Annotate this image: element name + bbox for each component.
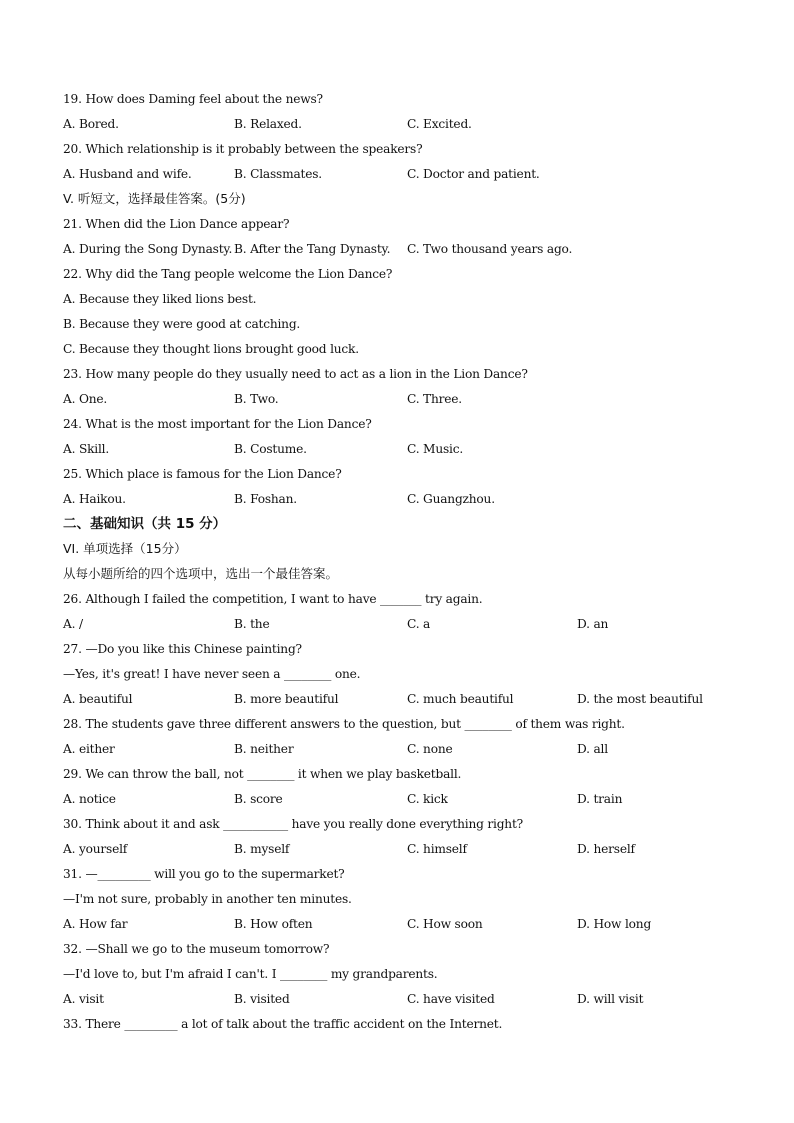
answer-option: B. Costume. — [234, 442, 307, 456]
answer-option: A. beautiful — [63, 692, 133, 706]
answer-option: A. Bored. — [63, 117, 119, 131]
answer-option: D. herself — [577, 842, 635, 856]
section-instruction: V. 听短文，选择最佳答案。(5分) — [63, 191, 246, 206]
answer-options-row — [63, 165, 753, 183]
answer-option: B. the — [234, 617, 270, 631]
answer-option: A. One. — [63, 392, 108, 406]
answer-option: A. either — [63, 742, 115, 756]
answer-options-row — [63, 915, 753, 933]
answer-option: B. How often — [234, 917, 313, 931]
section-heading: 二、基础知识（共 15 分） — [63, 516, 227, 532]
answer-option: B. visited — [234, 992, 290, 1006]
answer-option: B. more beautiful — [234, 692, 339, 706]
answer-options-row — [63, 840, 753, 858]
answer-option: A. Husband and wife. — [63, 167, 192, 181]
question-line: —I'd love to, but I'm afraid I can't. I ________ my grandparents. — [63, 967, 438, 981]
question-line: 29. We can throw the ball, not ________ it when we play basketball. — [63, 767, 462, 781]
question-line: A. Because they liked lions best. — [63, 292, 257, 306]
question-line: 22. Why did the Tang people welcome the Lion Dance? — [63, 267, 393, 281]
answer-option: C. a — [407, 617, 431, 631]
answer-options-row — [63, 615, 753, 633]
answer-option: A. notice — [63, 792, 116, 806]
question-line: 28. The students gave three different answers to the question, but ________ of them was right. — [63, 717, 625, 731]
answer-options-row — [63, 740, 753, 758]
answer-option: B. score — [234, 792, 283, 806]
answer-option: B. Foshan. — [234, 492, 297, 506]
answer-option: D. train — [577, 792, 623, 806]
answer-option: D. all — [577, 742, 608, 756]
answer-options-row — [63, 115, 753, 133]
answer-option: A. / — [63, 617, 83, 631]
question-line: 25. Which place is famous for the Lion Dance? — [63, 467, 342, 481]
answer-option: D. an — [577, 617, 609, 631]
answer-option: C. Excited. — [407, 117, 472, 131]
answer-options-row — [63, 990, 753, 1008]
answer-option: D. the most beautiful — [577, 692, 703, 706]
section-instruction: 从每小题所给的四个选项中，选出一个最佳答案。 — [63, 566, 339, 581]
question-line: 33. There _________ a lot of talk about the traffic accident on the Internet. — [63, 1017, 503, 1031]
answer-option: B. Two. — [234, 392, 279, 406]
answer-option: A. Haikou. — [63, 492, 126, 506]
answer-option: A. During the Song Dynasty. — [63, 242, 233, 256]
question-line: 31. —_________ will you go to the supermarket? — [63, 867, 345, 881]
answer-option: C. kick — [407, 792, 448, 806]
question-line: 23. How many people do they usually need to act as a lion in the Lion Dance? — [63, 367, 528, 381]
question-line: 21. When did the Lion Dance appear? — [63, 217, 290, 231]
answer-options-row — [63, 690, 753, 708]
answer-option: A. Skill. — [63, 442, 110, 456]
answer-option: C. himself — [407, 842, 467, 856]
question-line: —Yes, it's great! I have never seen a ________ one. — [63, 667, 361, 681]
answer-option: A. visit — [63, 992, 104, 1006]
answer-option: C. Doctor and patient. — [407, 167, 540, 181]
answer-option: C. Music. — [407, 442, 464, 456]
answer-option: C. much beautiful — [407, 692, 514, 706]
question-line: 32. —Shall we go to the museum tomorrow? — [63, 942, 330, 956]
answer-option: C. Guangzhou. — [407, 492, 495, 506]
answer-option: C. How soon — [407, 917, 483, 931]
answer-options-row — [63, 790, 753, 808]
answer-option: D. will visit — [577, 992, 644, 1006]
question-line: 24. What is the most important for the Lion Dance? — [63, 417, 372, 431]
answer-option: B. myself — [234, 842, 290, 856]
answer-option: B. After the Tang Dynasty. — [234, 242, 391, 256]
question-line: —I'm not sure, probably in another ten minutes. — [63, 892, 352, 906]
section-instruction: VI. 单项选择（15分） — [63, 541, 187, 556]
answer-option: C. Three. — [407, 392, 462, 406]
answer-options-row — [63, 240, 753, 258]
answer-option: D. How long — [577, 917, 652, 931]
answer-options-row — [63, 490, 753, 508]
answer-option: C. none — [407, 742, 453, 756]
question-line: 27. —Do you like this Chinese painting? — [63, 642, 302, 656]
answer-option: B. neither — [234, 742, 294, 756]
question-line: 26. Although I failed the competition, I want to have _______ try again. — [63, 592, 483, 606]
answer-options-row — [63, 440, 753, 458]
answer-option: A. How far — [63, 917, 128, 931]
question-line: 20. Which relationship is it probably between the speakers? — [63, 142, 423, 156]
answer-option: A. yourself — [63, 842, 128, 856]
answer-option: B. Classmates. — [234, 167, 322, 181]
question-line: 30. Think about it and ask ___________ have you really done everything right? — [63, 817, 523, 831]
answer-options-row — [63, 390, 753, 408]
question-line: C. Because they thought lions brought good luck. — [63, 342, 359, 356]
question-line: B. Because they were good at catching. — [63, 317, 301, 331]
answer-option: B. Relaxed. — [234, 117, 302, 131]
answer-option: C. Two thousand years ago. — [407, 242, 573, 256]
answer-option: C. have visited — [407, 992, 495, 1006]
question-line: 19. How does Daming feel about the news? — [63, 92, 323, 106]
